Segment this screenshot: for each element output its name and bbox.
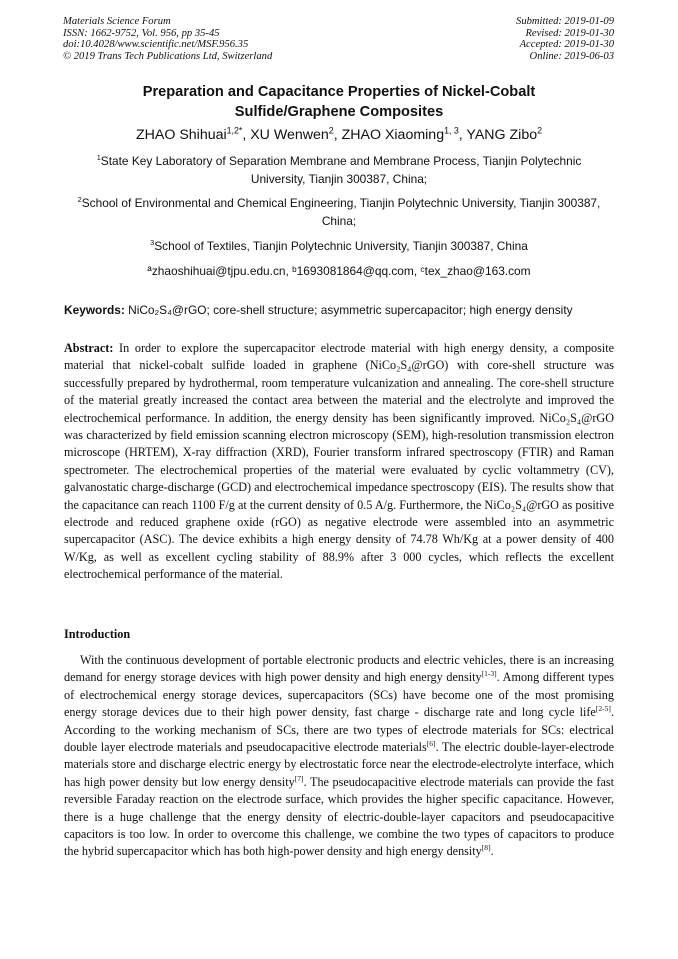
online-date: Online: 2019-06-03 [529, 50, 614, 62]
affiliation-text: China; [321, 214, 357, 228]
affiliation-text: University, Tianjin 300387, China; [250, 172, 428, 186]
copyright-line: © 2019 Trans Tech Publications Ltd, Switzerland [63, 50, 273, 62]
citation-ref: [7] [294, 773, 304, 783]
author-separator: , [458, 127, 467, 143]
introduction-paragraph [64, 652, 614, 861]
paragraph-text: With the continuous development of portable electronic products and electric vehicles, there is an increasing demand for energy storage devices with high power density and high energy density [64, 653, 614, 685]
keywords-text: NiCo₂S₄@rGO; core-shell structure; asymmetric supercapacitor; high energy density [124, 303, 573, 317]
citation-ref: [8] [481, 843, 491, 853]
author-affiliation-mark: 2 [537, 125, 543, 136]
affiliation-text: State Key Laboratory of Separation Membrane and Membrane Process, Tianjin Polytechnic [100, 154, 582, 168]
affiliation-text: School of Environmental and Chemical Engineering, Tianjin Polytechnic University, Tianjin 300387, [81, 196, 601, 210]
issn-line: ISSN: 1662-9752, Vol. 956, pp 35-45 [63, 27, 220, 39]
author-name: YANG Zibo [466, 127, 538, 143]
affiliation-mark: 1 [96, 153, 101, 163]
affiliation-1 [64, 152, 614, 188]
journal-name: Materials Science Forum [63, 16, 171, 27]
paragraph-text: . Among different types of electrochemical energy storage devices, supercapacitors (SCs) have become one of the most promising energy storage devices due to their high power density, fast charge - discharge rate and long cycle life [64, 670, 614, 720]
author-name: XU Wenwen [250, 127, 329, 143]
affiliation-2 [64, 194, 614, 230]
abstract [64, 340, 614, 584]
paragraph-text: . The electric double-layer-electrode materials store and discharge electric energy by electrostatic force near the electrode-electrolyte interface, which has high power density but low energy density [64, 740, 614, 789]
affiliation-text: School of Textiles, Tianjin Polytechnic University, Tianjin 300387, China [154, 239, 528, 253]
author-name: ZHAO Xiaoming [341, 127, 445, 143]
author-emails [64, 262, 614, 280]
submission-dates [516, 16, 614, 62]
title-line-2: Sulfide/Graphene Composites [234, 104, 444, 120]
author-separator: , [333, 127, 342, 143]
section-heading-introduction: Introduction [64, 627, 131, 641]
paragraph-text: . [490, 844, 494, 859]
affiliation-mark: 3 [150, 238, 155, 248]
revised-date: Revised: 2019-01-30 [525, 27, 614, 39]
abstract-label: Abstract: [64, 341, 114, 355]
author-name: ZHAO Shihuai [135, 127, 227, 143]
citation-ref: [2-5] [595, 704, 611, 714]
affiliation-mark: 2 [77, 195, 82, 205]
author-affiliation-mark: 1,2* [226, 125, 243, 136]
accepted-date: Accepted: 2019-01-30 [519, 39, 614, 50]
author-affiliation-mark: 2 [328, 125, 334, 136]
keywords [64, 302, 624, 318]
affiliation-3 [64, 237, 614, 255]
submitted-date: Submitted: 2019-01-09 [516, 16, 614, 27]
author-affiliation-mark: 1, 3 [444, 125, 459, 136]
doi-line: doi:10.4028/www.scientific.net/MSF.956.35 [63, 39, 249, 50]
email-list: ªzhaoshihuai@tjpu.edu.cn, ᵇ1693081864@qq.com, ᶜtex_zhao@163.com [147, 264, 531, 278]
citation-ref: [1-3] [481, 669, 497, 679]
author-separator: , [242, 127, 251, 143]
paper-title [64, 82, 614, 122]
citation-ref: [6] [426, 738, 436, 748]
journal-info [63, 16, 272, 62]
paragraph-text: . According to the working mechanism of SCs, there are two types of electrode materials for SCs: electrical double layer electrode materials and pseudocapacitive electrode materials [64, 705, 614, 755]
title-line-1: Preparation and Capacitance Properties of Nickel-Cobalt [142, 84, 536, 100]
keywords-label: Keywords: [64, 303, 125, 317]
abstract-text: In order to explore the supercapacitor electrode material with high energy density, a composite material that nickel-cobalt sulfide loaded in graphene (NiCo₂S₄@rGO) with core-shell structure was successfully prepared by hydrothermal, room temperature vulcanization and annealing. The core-shell structure of the material greatly increased the contact area between the material and the electrolyte and improved the electrochemical performance. In addition, the energy density has been significantly improved. NiCo₂S₄@rGO was characterized by field emission scanning electron microscopy (SEM), high-resolution transmission electron microscope (HRTEM), X-ray diffraction (XRD), Fourier transform infrared spectroscopy (FTIR) and Raman spectrometer. The electrochemical properties of the material were evaluated by cyclic voltammetry (CV), galvanostatic charge-discharge (GCD) and electrochemical impedance spectroscopy (EIS). The results show that the capacitance can reach 1100 F/g at the current density of 0.5 A/g. Furthermore, the NiCo₂S₄@rGO as positive electrode and reduced graphene oxide (rGO) as negative electrode were assembled into an asymmetric supercapacitor (ASC). The device exhibits a high energy density of 74.78 Wh/Kg at a power density of 400 W/Kg, as well as excellent cycling stability of 88.9% after 3 000 cycles, which reflects the excellent electrochemical performance of the material. [64, 341, 614, 582]
paragraph-text: . The pseudocapacitive electrode materials can provide the fast reversible Faraday reaction on the electrode surface, which provides the higher specific capacitance. However, there is a huge challenge that the energy density of electric-double-layer capacitors and pseudocapacitive capacitors is too low. In order to overcome this challenge, we combine the two types of capacitors to produce the hybrid supercapacitor which has both high-power density and high energy density [64, 774, 614, 859]
author-list [64, 125, 614, 145]
